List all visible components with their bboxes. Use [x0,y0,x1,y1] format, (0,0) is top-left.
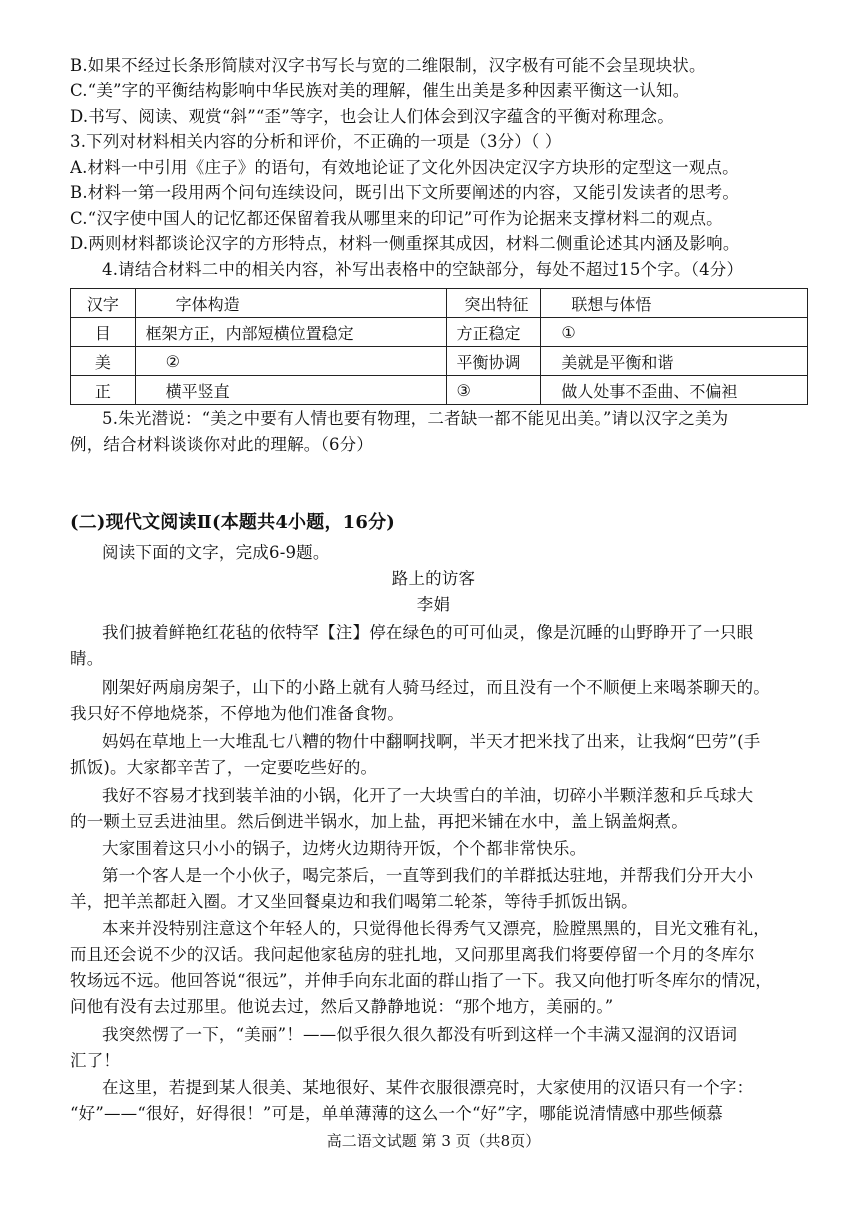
table-header: 字体构造 [135,289,446,318]
table-cell: ① [541,318,808,347]
q3-option-b: B.材料一第一段用两个问句连续设问，既引出下文所要阐述的内容，又能引发读者的思考。 [70,183,740,202]
passage-title: 路上的访客 [391,569,476,588]
passage-line: 妈妈在草地上一大堆乱七八糟的物什中翻啊找啊，半天才把米找了出来，让我焖“巴劳”(手 [102,732,761,751]
section-heading: (二)现代文阅读Ⅱ(本题共4小题，16分) [70,512,396,533]
passage-line: 我好不容易才找到装羊油的小锅，化开了一大块雪白的羊油，切碎小半颗洋葱和乒乓球大 [102,786,754,805]
table-header: 联想与体悟 [541,289,808,318]
table-cell: 美 [71,347,136,376]
passage-line: 问他有没有去过那里。他说去过，然后又静静地说：“那个地方，美丽的。” [70,997,614,1016]
q5-line1: 5.朱光潜说：“美之中要有人情也要有物理，二者缺一都不能见出美。”请以汉字之美为 [102,409,729,428]
table-header-row [71,289,808,318]
q5-line2: 例，结合材料谈谈你对此的理解。（6分） [70,435,374,454]
q3-stem: 3.下列对材料相关内容的分析和评价，不正确的一项是（3分）（ ） [70,132,562,151]
q3-option-a: A.材料一中引用《庄子》的语句，有效地论证了文化外因决定汉字方块形的定型这一观点。 [70,158,739,177]
passage-line: 睛。 [70,649,104,668]
table-cell: 方正稳定 [446,318,541,347]
table-cell: ② [135,347,446,376]
table-cell: 目 [71,318,136,347]
table-header: 汉字 [71,289,136,318]
table-cell: 正 [71,376,136,405]
passage-line: 羊，把羊羔都赶入圈。才又坐回餐桌边和我们喝第二轮茶，等待手抓饭出锅。 [70,892,638,911]
table-header: 突出特征 [446,289,541,318]
q3-option-c: C.“汉字使中国人的记忆都还保留着我从哪里来的印记”可作为论据来支撑材料二的观点。 [70,209,723,228]
passage-line: 而且还会说不少的汉话。我问起他家毡房的驻扎地，又问那里离我们将要停留一个月的冬库尔 [70,945,755,964]
table-row [71,376,808,405]
table-row [71,347,808,376]
table-cell: ③ [446,376,541,405]
passage-line: 的一颗土豆丢进油里。然后倒进半锅水，加上盐，再把米铺在水中，盖上锅盖焖煮。 [70,812,688,831]
table-cell: 框架方正，内部短横位置稳定 [135,318,446,347]
q3-option-d: D.两则材料都谈论汉字的方形特点，材料一侧重探其成因，材料二侧重论述其内涵及影响。 [70,234,740,253]
table-cell: 美就是平衡和谐 [541,347,808,376]
q4-stem: 4.请结合材料二中的相关内容，补写出表格中的空缺部分，每处不超过15个字。（4分） [102,260,744,279]
q2-option-d: D.书写、阅读、观赏“斜”“歪”等字，也会让人们体会到汉字蕴含的平衡对称理念。 [70,107,674,126]
passage-line: 第一个客人是一个小伙子，喝完茶后，一直等到我们的羊群抵达驻地，并帮我们分开大小 [102,866,754,885]
passage-line: “好”——“很好，好得很！”可是，单单薄薄的这么一个“好”字，哪能说清情感中那些倾慕 [70,1104,724,1123]
table-cell: 做人处事不歪曲、不偏袒 [541,376,808,405]
passage-line: 本来并没特别注意这个年轻人的，只觉得他长得秀气又漂亮，脸膛黑黑的，目光文雅有礼， [102,919,770,938]
passage-line: 大家围着这只小小的锅子，边烤火边期待开饭，个个都非常快乐。 [102,839,587,858]
page-footer: 高二语文试题 第 3 页（共8页） [326,1132,541,1150]
passage-line: 我突然愣了一下，“美丽”！——似乎很久很久都没有听到这样一个丰满又湿润的汉语词 [102,1025,738,1044]
passage-author: 李娟 [416,595,451,614]
passage-line: 在这里，若提到某人很美、某地很好、某件衣服很漂亮时，大家使用的汉语只有一个字： [102,1078,754,1097]
passage-line: 汇了！ [70,1051,121,1070]
answer-table [70,288,808,405]
q2-option-c: C.“美”字的平衡结构影响中华民族对美的理解，催生出美是多种因素平衡这一认知。 [70,81,690,100]
table-row [71,318,808,347]
section-instruction: 阅读下面的文字，完成6-9题。 [102,543,330,562]
passage-line: 抓饭)。大家都辛苦了，一定要吃些好的。 [70,758,378,777]
q2-option-b: B.如果不经过长条形简牍对汉字书写长与宽的二维限制，汉字极有可能不会呈现块状。 [70,56,706,75]
table-cell: 平衡协调 [446,347,541,376]
passage-line: 我只好不停地烧茶，不停地为他们准备食物。 [70,704,404,723]
passage-line: 我们披着鲜艳红花毡的依特罕【注】停在绿色的可可仙灵，像是沉睡的山野睁开了一只眼 [102,623,754,642]
passage-line: 刚架好两扇房架子，山下的小路上就有人骑马经过，而且没有一个不顺便上来喝茶聊天的。 [102,678,770,697]
table-cell: 横平竖直 [135,376,446,405]
passage-line: 牧场远不远。他回答说“很远”，并伸手向东北面的群山指了一下。我又向他打听冬库尔的情况， [70,971,772,990]
